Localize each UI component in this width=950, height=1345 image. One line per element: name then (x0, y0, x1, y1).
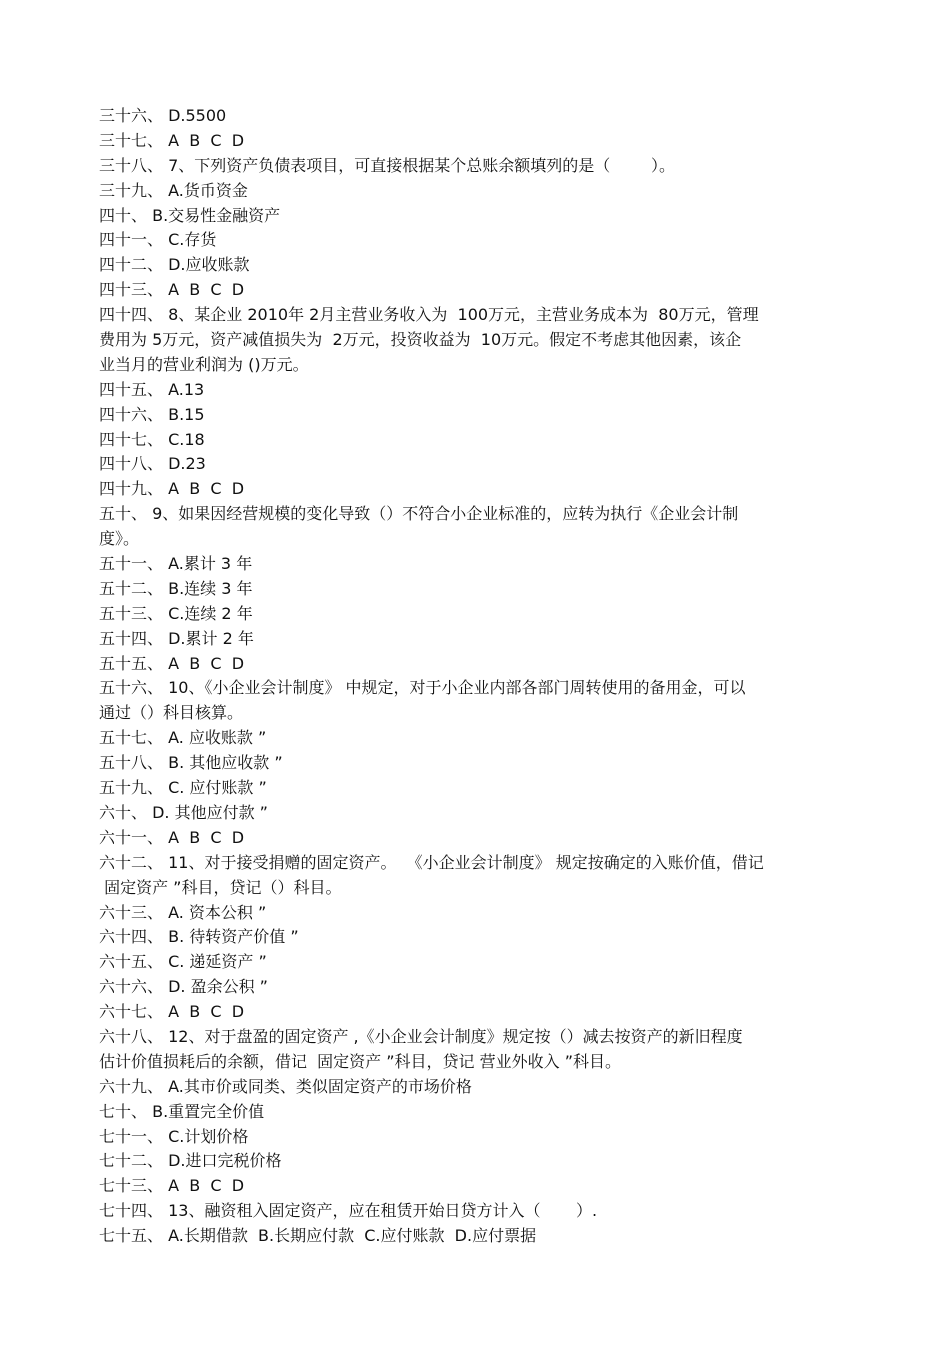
text-line: 六十九、 A.其市价或同类、类似固定资产的市场价格 (99, 1076, 472, 1096)
text-line: 五十九、 C. 应付账款 ” (99, 778, 267, 798)
text-line: 五十二、 B.连续 3 年 (99, 578, 253, 598)
text-line: 四十八、 D.23 (99, 454, 206, 474)
text-line: 五十一、 A.累计 3 年 (99, 554, 253, 574)
text-line: 五十七、 A. 应收账款 ” (99, 728, 267, 748)
text-line: 业当月的营业利润为 ()万元。 (99, 354, 309, 374)
text-line: 五十四、 D.累计 2 年 (99, 628, 254, 648)
text-line: 六十七、 A B C D (99, 1002, 245, 1022)
text-line: 四十二、 D.应收账款 (99, 255, 250, 275)
text-line: 六十、 D. 其他应付款 ” (99, 802, 268, 822)
text-line: 五十三、 C.连续 2 年 (99, 603, 253, 623)
text-line: 度》。 (99, 529, 140, 549)
text-line: 四十四、 8、某企业 2010年 2月主营业务收入为 100万元，主营业务成本为 80万元，管理 (99, 305, 759, 325)
text-line: 六十一、 A B C D (99, 827, 245, 847)
text-line: 七十一、 C.计划价格 (99, 1126, 249, 1146)
text-line: 六十六、 D. 盈余公积 ” (99, 977, 268, 997)
text-line: 五十八、 B. 其他应收款 ” (99, 753, 283, 773)
text-line: 四十七、 C.18 (99, 429, 205, 449)
text-line: 六十四、 B. 待转资产价值 ” (99, 927, 299, 947)
text-line: 四十三、 A B C D (99, 280, 245, 300)
text-line: 七十二、 D.进口完税价格 (99, 1151, 282, 1171)
text-line: 五十五、 A B C D (99, 653, 245, 673)
text-line: 七十五、 A.长期借款 B.长期应付款 C.应付账款 D.应付票据 (99, 1226, 537, 1246)
text-line: 四十九、 A B C D (99, 479, 245, 499)
text-line: 三十六、 D.5500 (99, 106, 227, 125)
text-line: 四十六、 B.15 (99, 404, 205, 424)
text-line: 三十八、 7、下列资产负债表项目，可直接根据某个总账余额填列的是（ ）。 (99, 155, 675, 175)
text-line: 估计价值损耗后的余额，借记 固定资产 ”科目，贷记 营业外收入 ”科目。 (99, 1051, 622, 1071)
text-line: 七十四、 13、融资租入固定资产，应在租赁开始日贷方计入（ ）. (99, 1201, 598, 1221)
text-line: 费用为 5万元，资产减值损失为 2万元，投资收益为 10万元。假定不考虑其他因素，该企 (99, 330, 742, 350)
text-line: 五十六、 10、《小企业会计制度》 中规定，对于小企业内部各部门周转使用的备用金，可以 (99, 678, 746, 698)
text-line: 固定资产 ”科目，贷记（）科目。 (99, 877, 342, 897)
text-line: 七十三、 A B C D (99, 1176, 245, 1196)
text-line: 六十三、 A. 资本公积 ” (99, 902, 267, 922)
text-line: 五十、 9、如果因经营规模的变化导致（）不符合小企业标准的，应转为执行《企业会计制 (99, 504, 739, 524)
text-line: 六十八、 12、对于盘盈的固定资产 ,《小企业会计制度》规定按（）减去按资产的新旧程度 (99, 1026, 743, 1046)
text-line: 四十五、 A.13 (99, 379, 205, 399)
text-line: 七十、 B.重置完全价值 (99, 1101, 265, 1121)
document-body (99, 104, 859, 1249)
text-line: 六十二、 11、对于接受捐赠的固定资产。 《小企业会计制度》 规定按确定的入账价值，借记 (99, 852, 764, 872)
text-line: 四十、 B.交易性金融资产 (99, 205, 281, 225)
text-line: 三十九、 A.货币资金 (99, 180, 248, 200)
text-line: 通过（）科目核算。 (99, 703, 244, 723)
text-line: 三十七、 A B C D (99, 130, 245, 150)
text-line: 六十五、 C. 递延资产 ” (99, 952, 267, 972)
text-line: 四十一、 C.存货 (99, 230, 217, 250)
